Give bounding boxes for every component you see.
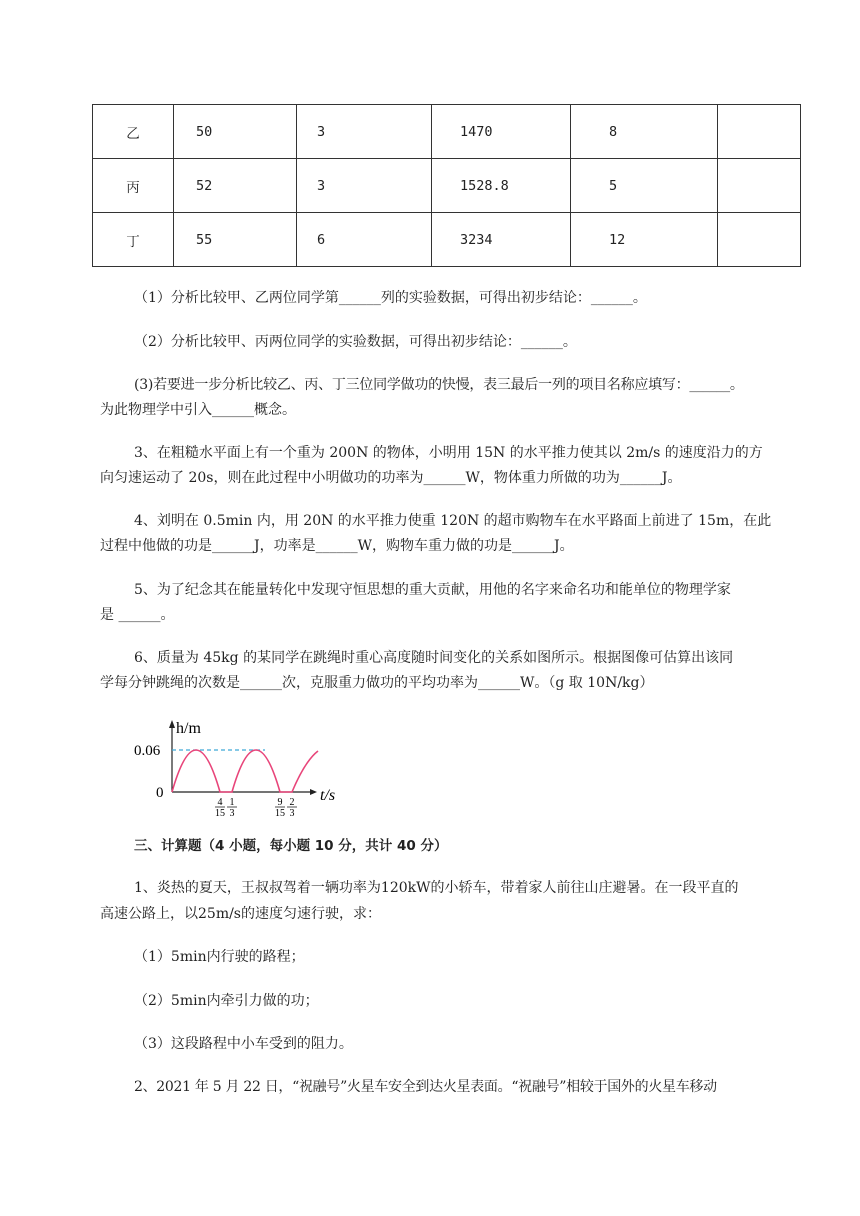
table-cell bbox=[718, 213, 801, 267]
y-axis-label: h/m bbox=[176, 720, 201, 737]
table-row bbox=[93, 213, 801, 267]
table-cell: 3234 bbox=[432, 213, 571, 267]
table-cell: 52 bbox=[174, 159, 297, 213]
q6-line2: 学每分钟跳绳的次数是______次，克服重力做功的平均功率为______W。（g 取 10N/kg） bbox=[100, 675, 654, 691]
table-row bbox=[93, 105, 801, 159]
y-axis-arrow bbox=[169, 720, 175, 728]
calc2-line1: 2、2021 年 5 月 22 日，“祝融号”火星车安全到达火星表面。“祝融号”相较于国外的火星车移动 bbox=[134, 1079, 717, 1095]
table-cell: 3 bbox=[297, 159, 432, 213]
q2-sub2: （2）分析比较甲、丙两位同学的实验数据，可得出初步结论：______。 bbox=[134, 334, 577, 350]
table-cell: 3 bbox=[297, 105, 432, 159]
section-heading: 三、计算题（4 小题，每小题 10 分，共计 40 分） bbox=[134, 838, 448, 854]
calc1-sub2: （2）5min内牵引力做的功； bbox=[134, 993, 319, 1009]
x-axis-arrow bbox=[310, 789, 317, 795]
x-tick-numerator: 2 bbox=[289, 797, 295, 808]
height-time-graph bbox=[130, 714, 336, 819]
table-cell: 5 bbox=[571, 159, 718, 213]
table-cell: 6 bbox=[297, 213, 432, 267]
table-cell: 1470 bbox=[432, 105, 571, 159]
x-axis-label: t/s bbox=[320, 787, 336, 804]
q2-sub3-line2: 为此物理学中引入______概念。 bbox=[100, 402, 296, 418]
table-row bbox=[93, 159, 801, 213]
table-cell: 50 bbox=[174, 105, 297, 159]
table-cell: 55 bbox=[174, 213, 297, 267]
calc1-sub1: （1）5min内行驶的路程； bbox=[134, 949, 305, 965]
x-tick-denominator: 3 bbox=[289, 808, 295, 819]
calc1-line1: 1、炎热的夏天，王叔叔驾着一辆功率为120kW的小轿车，带着家人前往山庄避暑。在一段平直的 bbox=[134, 880, 739, 896]
calc1-line2: 高速公路上，以25m/s的速度匀速行驶，求： bbox=[100, 906, 381, 922]
q5-line2: 是 ______。 bbox=[100, 607, 175, 623]
table-cell bbox=[718, 159, 801, 213]
table-cell: 1528.8 bbox=[432, 159, 571, 213]
q2-sub3-line1: (3)若要进一步分析比较乙、丙、丁三位同学做功的快慢，表三最后一列的项目名称应填写：______。 bbox=[134, 377, 744, 393]
origin-label: 0 bbox=[156, 785, 164, 801]
table-cell: 乙 bbox=[93, 105, 174, 159]
q3-line1: 3、在粗糙水平面上有一个重为 200N 的物体，小明用 15N 的水平推力使其以 2m/s 的速度沿力的方 bbox=[134, 445, 763, 461]
table-cell: 12 bbox=[571, 213, 718, 267]
table-cell: 丙 bbox=[93, 159, 174, 213]
y-tick-label: 0.06 bbox=[134, 743, 161, 759]
table-cell: 8 bbox=[571, 105, 718, 159]
q5-line1: 5、为了纪念其在能量转化中发现守恒思想的重大贡献，用他的名字来命名功和能单位的物理学家 bbox=[134, 582, 731, 598]
q6-line1: 6、质量为 45kg 的某同学在跳绳时重心高度随时间变化的关系如图所示。根据图像可估算出该同 bbox=[134, 650, 734, 666]
table-cell bbox=[718, 105, 801, 159]
height-curve bbox=[172, 750, 318, 792]
q4-line1: 4、刘明在 0.5min 内，用 20N 的水平推力使重 120N 的超市购物车在水平路面上前进了 15m，在此 bbox=[134, 513, 772, 529]
x-tick-denominator: 3 bbox=[229, 808, 235, 819]
x-tick-numerator: 9 bbox=[277, 797, 283, 808]
table-cell: 丁 bbox=[93, 213, 174, 267]
x-tick-denominator: 15 bbox=[215, 808, 225, 819]
q2-sub1: （1）分析比较甲、乙两位同学第______列的实验数据，可得出初步结论：______。 bbox=[134, 290, 647, 306]
data-table bbox=[92, 104, 801, 267]
q4-line2: 过程中他做的功是______J，功率是______W，购物车重力做的功是______J。 bbox=[100, 538, 574, 554]
q3-line2: 向匀速运动了 20s，则在此过程中小明做功的功率为______W，物体重力所做的功为______J。 bbox=[100, 470, 682, 486]
x-tick-denominator: 15 bbox=[275, 808, 285, 819]
x-tick-numerator: 1 bbox=[229, 797, 235, 808]
calc1-sub3: （3）这段路程中小车受到的阻力。 bbox=[134, 1036, 353, 1052]
x-tick-numerator: 4 bbox=[217, 797, 223, 808]
